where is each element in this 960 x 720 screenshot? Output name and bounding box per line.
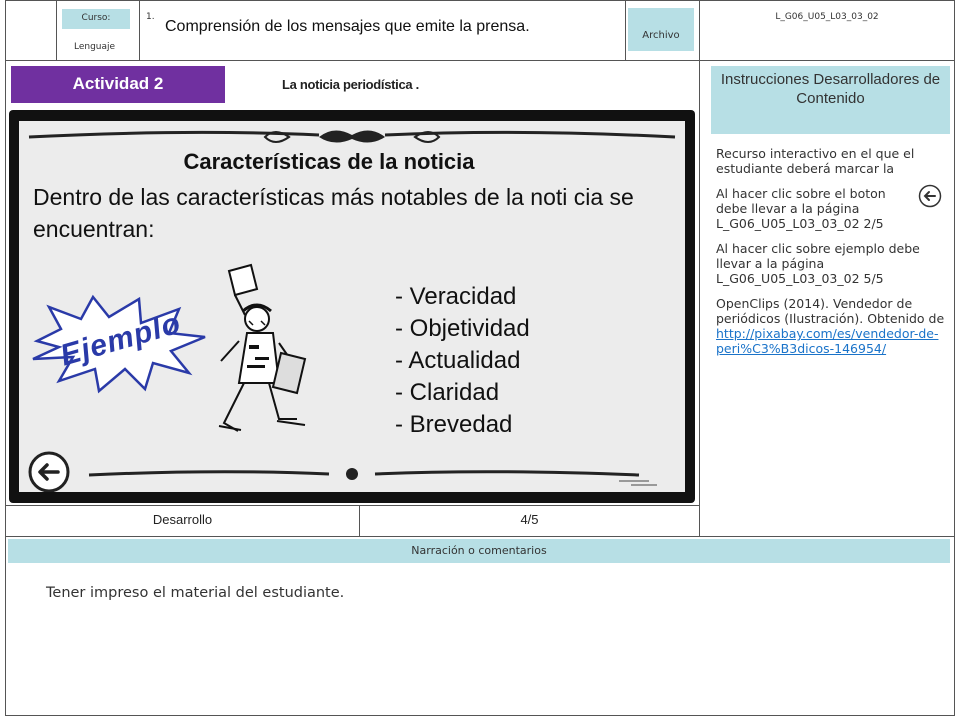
lesson-number: 1. <box>146 12 155 22</box>
right-panel-divider <box>699 60 700 536</box>
footer-row-top <box>5 505 699 506</box>
slide-title: Características de la noticia <box>183 149 475 174</box>
activity-badge: Actividad 2 <box>11 66 225 103</box>
narration-text: Tener impreso el material del estudiante. <box>46 585 345 601</box>
back-button[interactable] <box>28 451 70 492</box>
slide-frame <box>9 110 695 503</box>
instruction-paragraph: OpenClips (2014). Vendedor de periódicos (Ilustración). Obtenido de <box>716 296 945 326</box>
header-col-2 <box>139 0 140 60</box>
slide-body-text: Dentro de las características más notables de la noti cia se encuentran: <box>33 184 634 242</box>
header-col-1 <box>56 0 57 60</box>
archivo-label: Archivo <box>628 8 694 51</box>
list-item: - Objetividad <box>395 315 530 342</box>
ejemplo-button[interactable] <box>29 289 209 399</box>
instruction-paragraph: Al hacer clic sobre el boton debe llevar a la página L_G06_U05_L03_03_02 2/5 <box>716 186 886 231</box>
back-arrow-icon <box>918 184 942 208</box>
list-item: - Claridad <box>395 379 500 406</box>
source-link[interactable]: http://pixabay.com/es/vendedor-de-peri%C3%B3dicos-146954/ <box>716 326 939 356</box>
resource-code: L_G06_U05_L03_03_02 <box>775 12 879 22</box>
curso-label: Curso: <box>62 9 130 29</box>
list-item: - Brevedad <box>395 411 513 438</box>
list-item: - Actualidad <box>395 347 521 374</box>
instruction-paragraph: Recurso interactivo en el que el estudiante deberá marcar la <box>716 146 915 176</box>
header-col-3 <box>625 0 626 60</box>
activity-subtitle: La noticia periodística . <box>282 77 419 92</box>
list-item: - Veracidad <box>395 283 517 310</box>
page-title: Comprensión de los mensajes que emite la prensa. <box>165 18 530 35</box>
instruction-paragraph: Al hacer clic sobre ejemplo debe llevar a la página L_G06_U05_L03_03_02 5/5 <box>716 241 920 286</box>
ornament-top <box>19 123 685 151</box>
border-bottom <box>5 715 955 716</box>
instructions-body <box>716 146 946 356</box>
characteristics-list <box>395 281 530 441</box>
narration-divider <box>5 536 955 537</box>
ornament-bottom <box>19 461 685 489</box>
page-indicator: 4/5 <box>520 512 539 527</box>
subject-label: Lenguaje <box>74 42 116 52</box>
border-top <box>5 0 955 1</box>
header-col-4 <box>699 0 700 60</box>
instructions-heading: Instrucciones Desarrolladores de Contenido <box>711 66 950 134</box>
border-left <box>5 0 6 716</box>
slide-canvas <box>19 121 685 492</box>
narration-heading: Narración o comentarios <box>8 539 950 563</box>
ejemplo-label: Ejemplo <box>56 306 185 373</box>
section-label: Desarrollo <box>152 512 213 527</box>
header-divider <box>5 60 955 61</box>
border-right <box>954 0 955 716</box>
back-arrow-icon <box>28 451 70 492</box>
